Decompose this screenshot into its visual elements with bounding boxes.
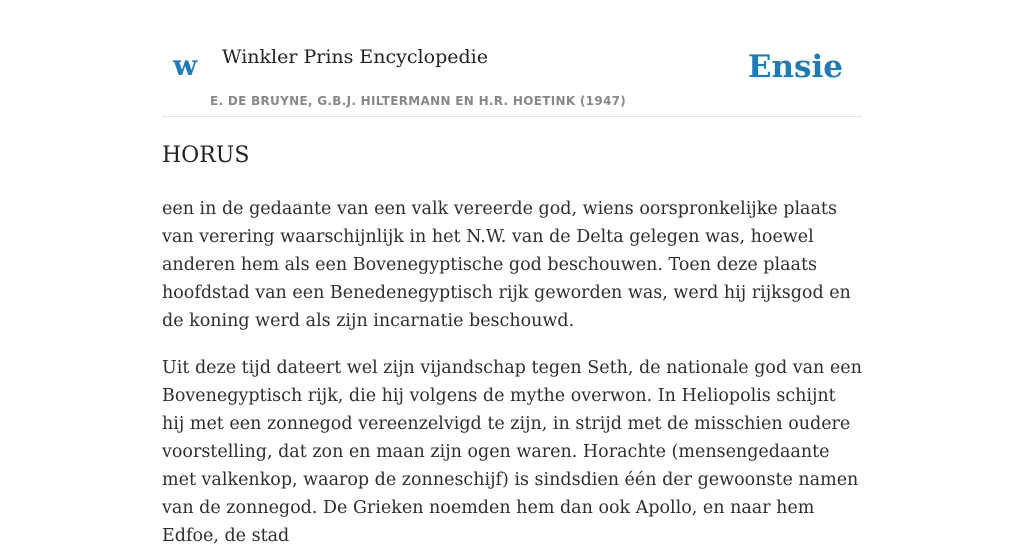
entry-body [162, 195, 862, 550]
site-title: Winkler Prins Encyclopedie [222, 46, 488, 68]
author-byline: E. DE BRUYNE, G.B.J. HILTERMANN EN H.R. HOETINK (1947) [210, 94, 627, 108]
page [162, 0, 862, 550]
ensie-brand-link[interactable]: Ensie [747, 49, 843, 85]
entry-title: HORUS [162, 143, 250, 168]
entry-paragraph: een in de gedaante van een valk vereerde god, wiens oorspronkelijke plaats van verering waarschijnlijk in het N.W. van de Delta gelegen was, hoewel anderen hem als een Bovenegyptische god beschouwen. Toen deze plaats hoofdstad van een Benedenegyptisch rijk geworden was, werd hij rijksgod en de koning werd als zijn incarnatie beschouwd. [162, 199, 851, 332]
site-header [162, 0, 862, 117]
entry-paragraph: Uit deze tijd dateert wel zijn vijandschap tegen Seth, de nationale god van een Bovenegyptisch rijk, die hij volgens de mythe overwon. In Heliopolis schijnt hij met een zonnegod vereenzelvigd te zijn, in strijd met de misschien oudere voorstelling, dat zon en maan zijn ogen waren. Horachte (mensengedaante met valkenkop, waarop de zonneschijf) is sindsdien één der gewoonste namen van de zonnegod. De Grieken noemden hem dan ook Apollo, en naar hem Edfoe, de stad [162, 358, 862, 547]
logo-w-icon[interactable]: w [173, 49, 198, 82]
